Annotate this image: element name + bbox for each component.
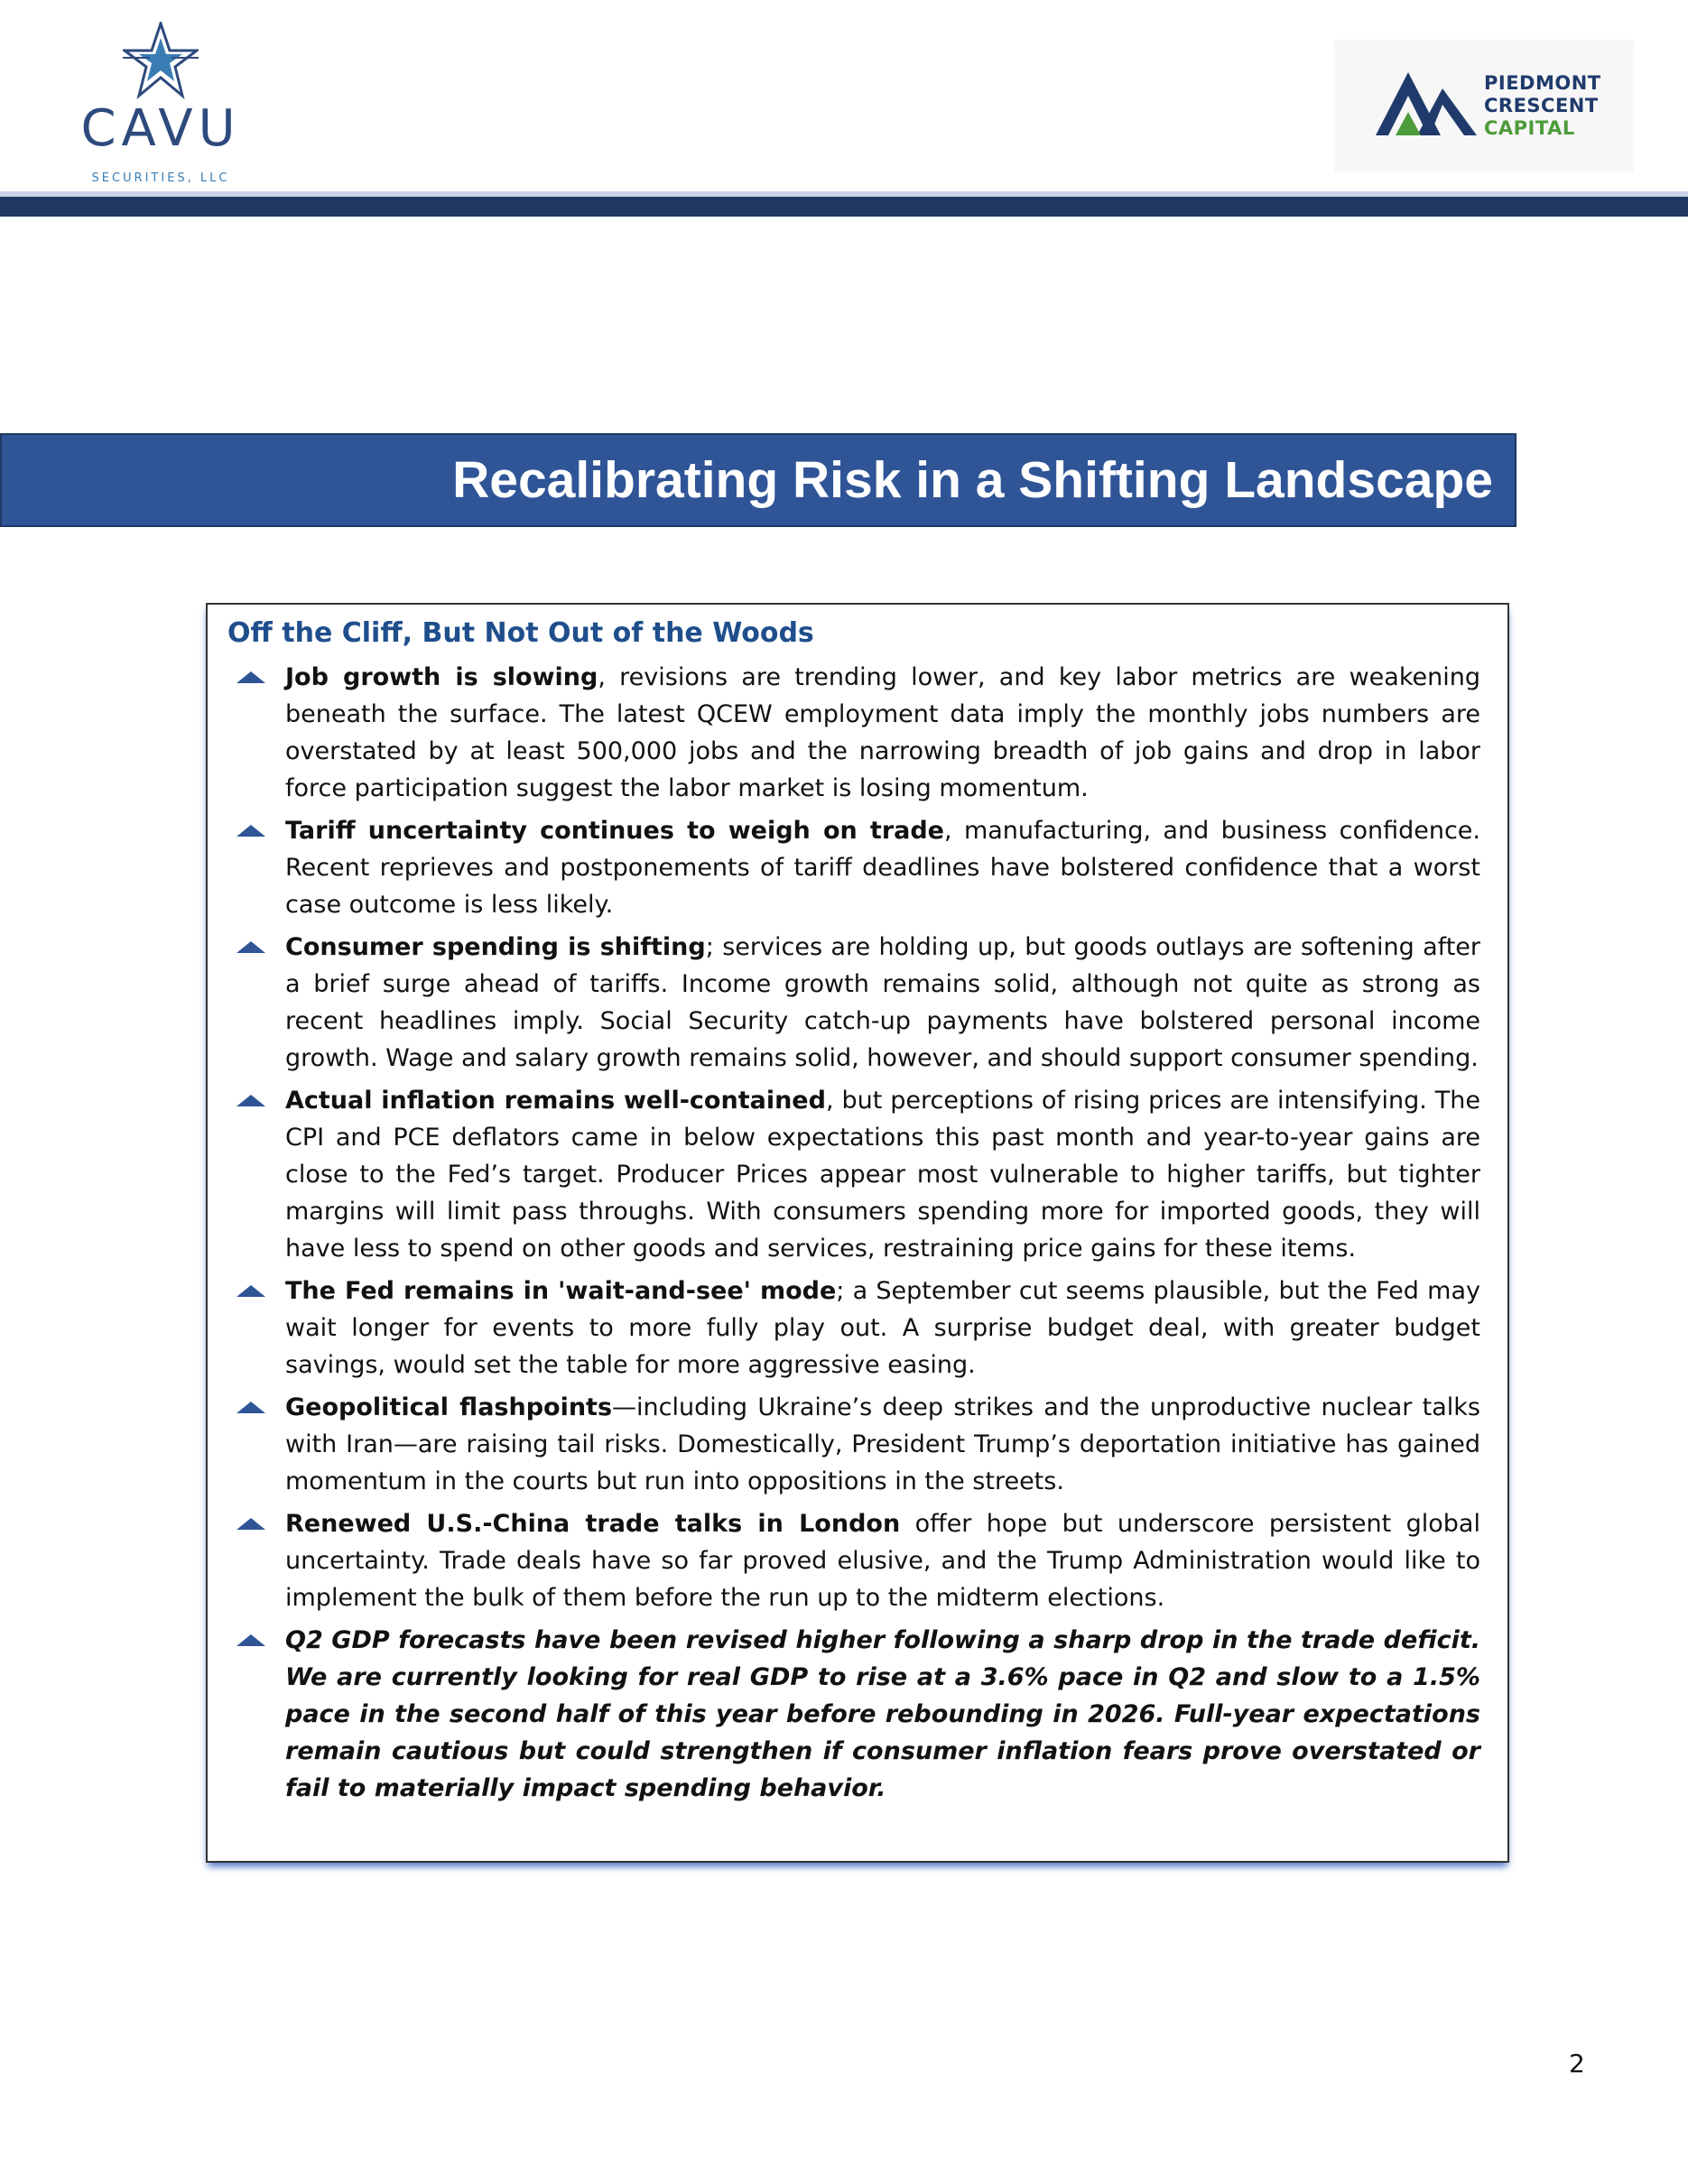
box-heading: Off the Cliff, But Not Out of the Woods [227,617,814,649]
content-box [206,603,1509,1863]
triangle-up-icon [237,941,265,953]
bullet-item [237,929,1480,1077]
bullet-text: , but perceptions of rising prices are intensifying. The CPI and PCE deflators came in below expectations this past month and year-to-year gains are close to the Fed’s target. Producer Prices appear most vulnerable to higher tariffs, but tighter margins will limit pass throughs. With consumers spending more for imported goods, they will have less to spend on other goods and services, restraining price gains for these items. [285,1087,1480,1263]
mountain-icon [1372,67,1480,139]
triangle-up-icon [237,1518,265,1530]
triangle-up-icon [237,825,265,837]
bullet-text: ; services are holding up, but goods outlays are softening after a brief surge ahead of tariffs. Income growth remains solid, although not quite as strong as recent headlines imply. Social Security catch-up payments have bolstered personal income growth. Wage and salary growth remains solid, however, and should support consumer spending. [285,933,1481,1072]
bullet-lead: The Fed remains in 'wait-and-see' mode [285,1277,837,1305]
bullet-item [237,812,1480,923]
pcc-wordmark [1484,72,1601,140]
bullet-text: , manufacturing, and business confidence. Recent reprieves and postponements of tariff deadlines have bolstered confidence that a worst case outcome is less likely. [285,817,1480,919]
page-title: Recalibrating Risk in a Shifting Landscape [452,451,1493,509]
bullet-text: offer hope but underscore persistent global uncertainty. Trade deals have so far proved elusive, and the Trump Administration would like to implement the bulk of them before the run up to the midterm elections. [285,1510,1480,1612]
bullet-text: ; a September cut seems plausible, but the Fed may wait longer for events to more fully play out. A surprise budget deal, with greater budget savings, would set the table for more aggressive easing. [285,1277,1480,1379]
bullet-item [237,1082,1480,1267]
header-rule-dark [0,197,1688,217]
pcc-line-3: CAPITAL [1484,117,1575,139]
star-icon [123,22,199,99]
triangle-up-icon [237,671,265,683]
bullet-item-forecast [237,1622,1480,1807]
bullet-lead: Geopolitical flashpoints [285,1393,613,1421]
bullet-lead: Actual inflation remains well-contained [285,1087,826,1115]
bullet-item [237,1389,1480,1500]
bullet-text: —including Ukraine’s deep strikes and the unproductive nuclear talks with Iran—are raising tail risks. Domestically, President Trump’s deportation initiative has gained momentum in the courts but run into oppositions in the streets. [285,1393,1480,1495]
pcc-line-2: CRESCENT [1484,95,1599,116]
pcc-line-1: PIEDMONT [1484,72,1601,94]
triangle-up-icon [237,1095,265,1106]
cavu-wordmark: CAVU [80,99,241,158]
page-number: 2 [1569,2049,1585,2078]
title-banner [0,433,1516,527]
bullet-lead: Consumer spending is shifting [285,933,706,961]
bullet-item [237,1272,1480,1384]
bullet-text: Q2 GDP forecasts have been revised higher following a sharp drop in the trade deficit. We are currently looking for real GDP to rise at a 3.6% pace in Q2 and slow to a 1.5% pace in the second half of this year before rebounding in 2026. Full-year expectations remain cautious but could strengthen if consumer inflation fears prove overstated or fail to materially impact spending behavior. [285,1626,1480,1802]
cavu-logo [79,22,242,185]
bullet-item [237,1505,1480,1616]
bullet-text: , revisions are trending lower, and key labor metrics are weakening beneath the surface. The latest QCEW employment data imply the monthly jobs numbers are overstated by at least 500,000 jobs and the narrowing breadth of job gains and drop in labor force participation suggest the labor market is losing momentum. [285,663,1480,802]
bullet-lead: Tariff uncertainty continues to weigh on trade [285,817,944,845]
triangle-up-icon [237,1634,265,1646]
bullet-lead: Renewed U.S.-China trade talks in London [285,1510,901,1538]
bullet-lead: Job growth is slowing [285,663,598,691]
cavu-subtitle: SECURITIES, LLC [91,171,230,185]
triangle-up-icon [237,1285,265,1297]
bullet-item [237,659,1480,807]
triangle-up-icon [237,1402,265,1413]
bullet-list [237,659,1480,1812]
piedmont-crescent-logo [1334,40,1634,171]
